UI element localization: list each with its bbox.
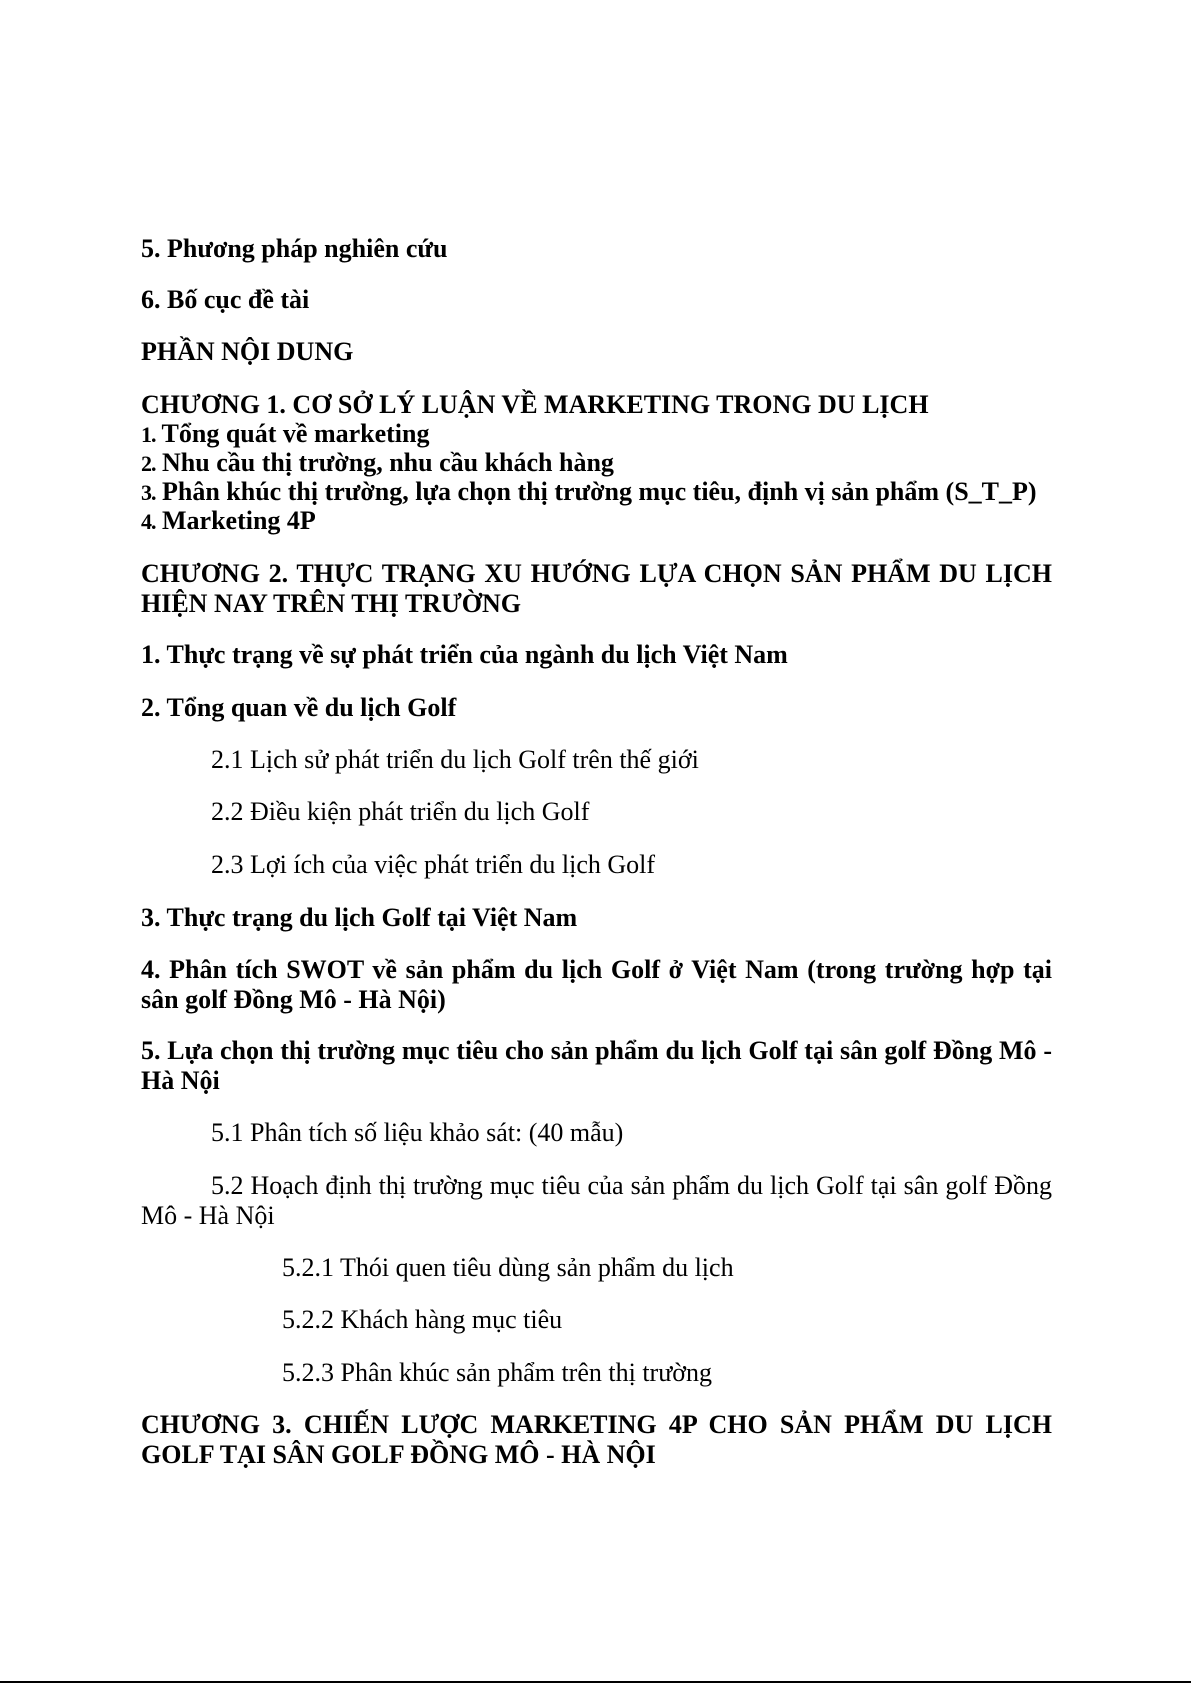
item-text: Marketing 4P [162, 506, 316, 535]
toc-item-research-methods: 5. Phương pháp nghiên cứu [141, 234, 448, 263]
item-number: 1. [141, 422, 156, 447]
subitem-5-2-2: 5.2.2 Khách hàng mục tiêu [282, 1305, 563, 1334]
subitem-5-1: 5.1 Phân tích số liệu khảo sát: (40 mẫu) [211, 1118, 624, 1147]
chapter-2-heading: CHƯƠNG 2. THỰC TRẠNG XU HƯỚNG LỰA CHỌN SẢN PHẨM DU LỊCH HIỆN NAY TRÊN THỊ TRƯỜNG [141, 559, 1052, 618]
section-heading-content: PHẦN NỘI DUNG [141, 337, 354, 366]
item-number: 3. [141, 480, 156, 505]
chapter-2-item-3: 3. Thực trạng du lịch Golf tại Việt Nam [141, 903, 578, 932]
subitem-2-1: 2.1 Lịch sử phát triển du lịch Golf trên thế giới [211, 745, 699, 774]
item-number: 2. [141, 451, 156, 476]
subitem-5-2-3: 5.2.3 Phân khúc sản phẩm trên thị trường [282, 1358, 713, 1387]
toc-item-structure: 6. Bố cục đề tài [141, 285, 310, 314]
subitem-2-3: 2.3 Lợi ích của việc phát triển du lịch Golf [211, 850, 656, 879]
subitem-5-2: 5.2 Hoạch định thị trường mục tiêu của sản phẩm du lịch Golf tại sân golf Đồng Mô - Hà Nội [141, 1171, 1052, 1230]
chapter-2-item-2: 2. Tổng quan về du lịch Golf [141, 693, 457, 722]
chapter-1-item-3 [141, 477, 1052, 508]
subitem-5-2-1: 5.2.1 Thói quen tiêu dùng sản phẩm du lịch [282, 1253, 734, 1282]
chapter-2-item-5: 5. Lựa chọn thị trường mục tiêu cho sản phẩm du lịch Golf tại sân golf Đồng Mô - Hà Nội [141, 1036, 1052, 1095]
chapter-2-item-4: 4. Phân tích SWOT về sản phẩm du lịch Golf ở Việt Nam (trong trường hợp tại sân golf Đồng Mô - Hà Nội) [141, 955, 1052, 1014]
item-text: Tổng quát về marketing [161, 419, 430, 448]
item-number: 4. [141, 509, 156, 534]
chapter-3-heading: CHƯƠNG 3. CHIẾN LƯỢC MARKETING 4P CHO SẢN PHẨM DU LỊCH GOLF TẠI SÂN GOLF ĐỒNG MÔ - HÀ NỘI [141, 1410, 1052, 1469]
chapter-1-heading: CHƯƠNG 1. CƠ SỞ LÝ LUẬN VỀ MARKETING TRONG DU LỊCH [141, 390, 929, 419]
subitem-2-2: 2.2 Điều kiện phát triển du lịch Golf [211, 797, 590, 826]
chapter-1-item-1 [141, 419, 1052, 450]
chapter-1-item-2 [141, 448, 1052, 479]
item-text: Nhu cầu thị trường, nhu cầu khách hàng [162, 448, 614, 477]
chapter-2-item-1: 1. Thực trạng về sự phát triển của ngành du lịch Việt Nam [141, 640, 788, 669]
chapter-1-item-4 [141, 506, 1052, 537]
item-text: Phân khúc thị trường, lựa chọn thị trường mục tiêu, định vị sản phẩm (S_T_P) [162, 477, 1037, 506]
footer-rule [0, 1681, 1191, 1683]
